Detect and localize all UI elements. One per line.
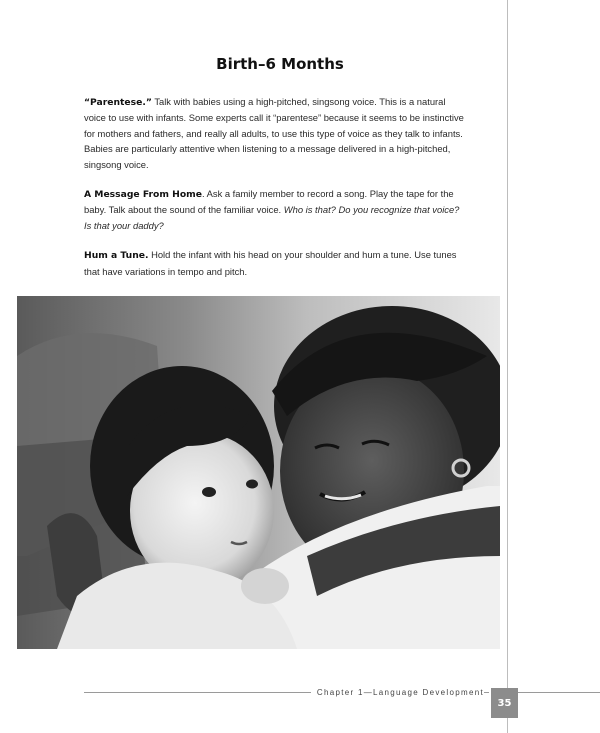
activity-parentese xyxy=(84,94,469,172)
footer-chapter-title: Chapter 1—Language Development xyxy=(311,688,484,697)
section-heading: Birth–6 Months xyxy=(216,55,344,73)
activity-message-from-home xyxy=(84,186,469,233)
page-number: 35 xyxy=(497,698,512,709)
activity-title: A Message From Home xyxy=(84,189,202,201)
caregiver-with-infant-photo xyxy=(17,296,500,649)
footer-rule-right xyxy=(516,692,600,693)
activity-title: Hum a Tune. xyxy=(84,250,149,262)
activity-italic-text: Who is that? Do you recognize that voice? Is that your daddy? xyxy=(84,204,460,231)
activity-text: Hold the infant with his head on your shoulder and hum a tune. Use tunes that have variations in tempo and pitch. xyxy=(84,249,457,277)
activity-list xyxy=(84,94,469,293)
activity-hum-a-tune xyxy=(84,247,469,279)
activity-text: Talk with babies using a high-pitched, singsong voice. This is a natural voice to use with infants. Some experts call it “parentese” because it seems to be instinctive for mothers and fathers, and really all adults, to use this type of voice as they talk to infants. Babies are particularly attentive when listening to a message delivered in a high-pitched, singsong voice. xyxy=(84,96,464,170)
page-edge xyxy=(507,0,508,733)
activity-title: “Parentese.” xyxy=(84,97,152,108)
activity-text: . Ask a family member to record a song. Play the tape for the baby. Talk about the sound of the familiar voice. xyxy=(84,188,454,216)
